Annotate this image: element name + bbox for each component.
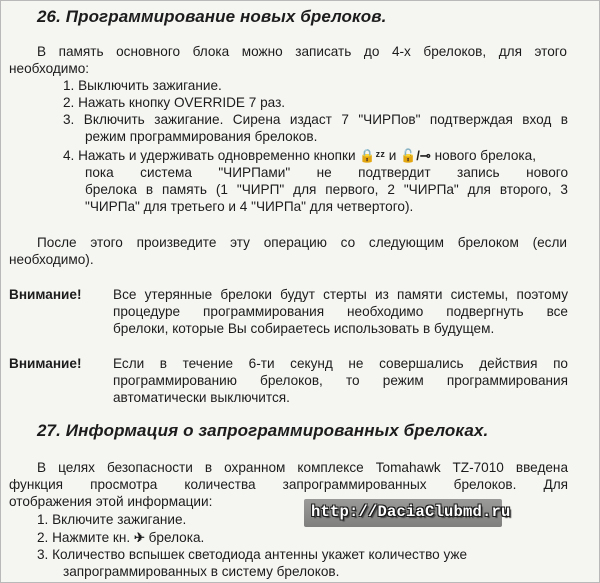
section-26-step-3-line2: режим программирования брелоков. (85, 129, 318, 144)
section-26-step-4-line2: пока система "ЧИРПами" не подтвердит запись нового (85, 165, 568, 180)
warning-2-label: Внимание! (9, 356, 82, 371)
section-27-intro-line1: В целях безопасности в охранном комплексе Tomahawk TZ-7010 введена (37, 460, 568, 475)
section-26-intro-line2: необходимо: (9, 61, 90, 76)
step-4-text-end: нового брелока, (434, 148, 536, 163)
step-4-and: и (388, 148, 397, 163)
step-2-text-start: 2. Нажмите кн. (37, 530, 131, 545)
lock-icon: 🔒ᶻᶻ (359, 148, 385, 163)
section-27-intro-line3: отображения этой информации: (9, 494, 213, 509)
warning-2-line3: автоматически выключится. (113, 390, 290, 405)
step-4-text-start: 4. Нажать и удерживать одновременно кнопки (63, 148, 356, 163)
section-27-step-3-line2: запрограммированных в систему брелоков. (63, 564, 340, 579)
warning-1-line2: процедуре программирования необходимо подвергнуть все (113, 304, 568, 319)
section-26-step-4-line4: "ЧИРПа" для третьего и 4 "ЧИРПа" для четвертого). (85, 199, 414, 214)
section-27-step-2 (37, 529, 204, 546)
unlock-key-icon: 🔓/⊸ (400, 148, 431, 163)
watermark-url: http://DaciaClubmd.ru (311, 503, 511, 521)
section-26-step-4-line1 (63, 147, 536, 164)
section-26-step-4-line3: брелока в память (1 "ЧИРП" для первого, 2 "ЧИРПа" для второго, 3 (85, 182, 568, 197)
section-26-step-2: 2. Нажать кнопку OVERRIDE 7 раз. (63, 95, 286, 110)
warning-1-line3: брелоки, которые Вы собираетесь использовать в будущем. (113, 321, 495, 336)
warning-2-line1: Если в течение 6-ти секунд не совершались действия по (113, 356, 568, 371)
step-2-text-end: брелока. (148, 530, 205, 545)
warning-2-line2: программированию брелоков, то режим программирования (113, 373, 568, 388)
car-button-icon: ✈ (133, 530, 145, 545)
section-27-step-3-line1: 3. Количество вспышек светодиода антенны укажет количество уже (37, 547, 468, 562)
warning-1-line1: Все утерянные брелоки будут стерты из памяти системы, поэтому (113, 287, 568, 302)
section-27-intro-line2: функция просмотра количества запрограммированных брелоков. Для (9, 477, 568, 492)
section-26-after-line2: необходимо). (9, 252, 94, 267)
section-26-heading: 26. Программирование новых брелоков. (37, 7, 387, 26)
section-26-intro-line1: В память основного блока можно записать до 4-х брелоков, для этого (37, 44, 567, 59)
section-27-step-1: 1. Включите зажигание. (37, 512, 187, 527)
section-26-step-3-line1: 3. Включить зажигание. Сирена издаст 7 "ЧИРПов" подтверждая вход в (63, 112, 568, 127)
section-27-heading: 27. Информация о запрограммированных брелоках. (37, 421, 489, 440)
section-26-after-line1: После этого произведите эту операцию со следующим брелоком (если (37, 235, 567, 250)
section-26-step-1: 1. Выключить зажигание. (63, 78, 222, 93)
warning-1-label: Внимание! (9, 287, 82, 302)
